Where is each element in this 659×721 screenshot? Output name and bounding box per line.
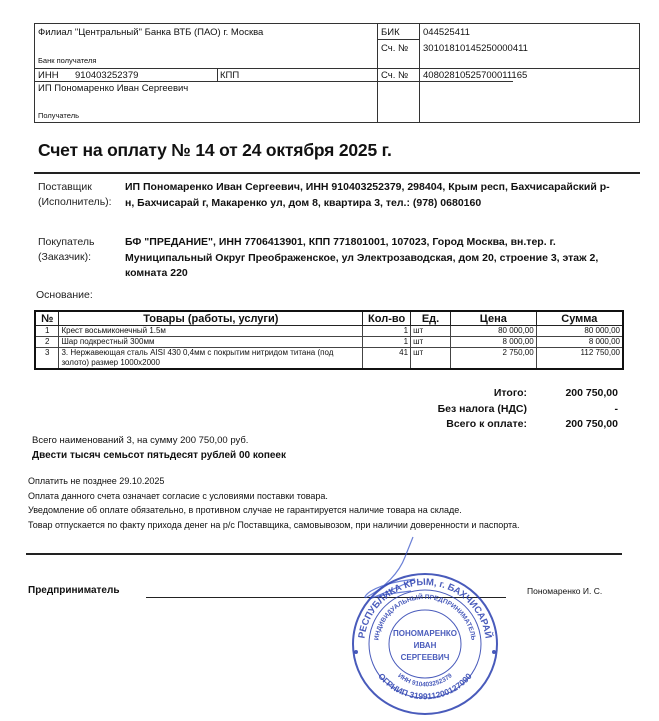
due-value: 200 750,00 bbox=[565, 418, 618, 430]
col-header-price: Цена bbox=[450, 311, 536, 326]
notes-block bbox=[28, 474, 598, 532]
stamp-center-line2: ИВАН bbox=[413, 641, 437, 650]
bank-label: Банк получателя bbox=[38, 56, 97, 65]
supplier-details: ИП Пономаренко Иван Сергеевич, ИНН 910403252379, 298404, Крым респ, Бахчисарайский р-н, Бахчисарай г, Макаренко ул, дом 8, квартира 3, тел.: (978) 0680160 bbox=[125, 181, 610, 209]
corr-account-label: Сч. № bbox=[381, 43, 409, 54]
divider bbox=[217, 68, 218, 81]
stamp-inn-text: ИНН 910403252379 bbox=[396, 672, 454, 689]
svg-text:ИНН 910403252379 bbox=[396, 672, 454, 688]
note-agreement: Оплата данного счета означает согласие с условиями поставки товара. bbox=[28, 490, 328, 501]
title-rule bbox=[34, 172, 640, 174]
note-pickup: Товар отпускается по факту прихода денег на р/с Поставщика, самовывозом, при наличии доверенности и паспорта. bbox=[28, 519, 520, 530]
row-unit: шт bbox=[411, 337, 451, 348]
row-price: 8 000,00 bbox=[450, 337, 536, 348]
row-sum: 112 750,00 bbox=[536, 348, 623, 370]
bank-details-block bbox=[34, 23, 640, 123]
row-sum: 8 000,00 bbox=[536, 337, 623, 348]
row-number: 2 bbox=[35, 337, 59, 348]
supplier-label-line2: (Исполнитель): bbox=[38, 196, 112, 208]
table-header-row bbox=[35, 311, 623, 326]
table-row bbox=[35, 337, 623, 348]
buyer-label bbox=[38, 235, 94, 265]
basis-label: Основание: bbox=[36, 289, 93, 301]
row-price: 2 750,00 bbox=[450, 348, 536, 370]
totals-labels bbox=[380, 386, 527, 433]
divider bbox=[35, 81, 513, 82]
bik-value: 044525411 bbox=[423, 27, 470, 38]
table-row bbox=[35, 326, 623, 337]
col-header-qty: Кол-во bbox=[363, 311, 411, 326]
row-sum: 80 000,00 bbox=[536, 326, 623, 337]
divider bbox=[377, 68, 639, 69]
corr-account-value: 30101810145250000411 bbox=[423, 43, 528, 54]
stamp-center-line1: ПОНОМАРЕНКО bbox=[393, 629, 457, 638]
stamp-ogrnip-text: ОГРНИП 319911200127090 bbox=[376, 671, 474, 702]
bank-name: Филиал "Центральный" Банка ВТБ (ПАО) г. Москва bbox=[38, 27, 264, 38]
row-name: Крест восьмиконечный 1.5м bbox=[59, 326, 363, 337]
page-title: Счет на оплату № 14 от 24 октября 2025 г. bbox=[38, 140, 392, 160]
vat-value: - bbox=[614, 402, 618, 415]
buyer-details: БФ "ПРЕДАНИЕ", ИНН 7706413901, КПП 771801001, 107023, Город Москва, вн.тер. г. Муниципальный Округ Преображенское, ул Электрозаводская, дом 20, строение 3, этаж 2, комната 220 bbox=[125, 236, 599, 279]
supplier-label-line1: Поставщик bbox=[38, 181, 92, 193]
summary-line: Всего наименований 3, на сумму 200 750,00 руб. bbox=[32, 435, 249, 446]
row-qty: 1 bbox=[363, 326, 411, 337]
col-header-sum: Сумма bbox=[536, 311, 623, 326]
divider bbox=[377, 39, 419, 40]
signature-name: Пономаренко И. С. bbox=[527, 586, 603, 596]
due-label: Всего к оплате: bbox=[446, 418, 527, 430]
notes-rule bbox=[26, 553, 622, 555]
vat-label: Без налога (НДС) bbox=[437, 402, 527, 415]
seal-stamp-icon bbox=[346, 568, 504, 718]
items-table bbox=[34, 310, 624, 370]
account-label: Сч. № bbox=[381, 70, 409, 81]
row-unit: шт bbox=[411, 348, 451, 370]
recipient-name: ИП Пономаренко Иван Сергеевич bbox=[38, 83, 189, 94]
note-notification: Уведомление об оплате обязательно, в противном случае не гарантируется наличие товара на складе. bbox=[28, 505, 462, 515]
signature-role: Предприниматель bbox=[28, 585, 120, 596]
stamp-center-line3: СЕРГЕЕВИЧ bbox=[400, 653, 450, 662]
inn-value: 910403252379 bbox=[75, 70, 139, 81]
col-header-number: № bbox=[35, 311, 59, 326]
row-unit: шт bbox=[411, 326, 451, 337]
totals-values bbox=[530, 386, 618, 433]
row-qty: 41 bbox=[363, 348, 411, 370]
buyer-label-line1: Покупатель bbox=[38, 236, 95, 248]
col-header-goods: Товары (работы, услуги) bbox=[59, 311, 363, 326]
row-name: Шар подкрестный 300мм bbox=[59, 337, 363, 348]
row-name: 3. Нержавеющая сталь AISI 430 0,4мм с покрытим нитридом титана (под золото) размер 1000х2000 bbox=[59, 348, 363, 370]
row-number: 1 bbox=[35, 326, 59, 337]
total-label: Итого: bbox=[493, 387, 527, 399]
table-row bbox=[35, 348, 623, 370]
row-price: 80 000,00 bbox=[450, 326, 536, 337]
divider bbox=[419, 24, 420, 122]
inn-label: ИНН bbox=[38, 70, 59, 81]
kpp-label: КПП bbox=[220, 70, 240, 81]
stamp-middle-text: ИНДИВИДУАЛЬНЫЙ ПРЕДПРИНИМАТЕЛЬ bbox=[373, 593, 477, 641]
amount-in-words: Двести тысяч семьсот пятьдесят рублей 00 копеек bbox=[32, 450, 286, 461]
recipient-label: Получатель bbox=[38, 111, 79, 120]
total-value: 200 750,00 bbox=[565, 387, 618, 399]
stamp-outer-text: РЕСПУБЛИКА КРЫМ, г. БАХЧИСАРАЙ bbox=[356, 576, 494, 640]
col-header-unit: Ед. bbox=[411, 311, 451, 326]
note-due-date: Оплатить не позднее 29.10.2025 bbox=[28, 476, 165, 486]
row-qty: 1 bbox=[363, 337, 411, 348]
supplier-label bbox=[38, 180, 112, 210]
account-value: 40802810525700011165 bbox=[423, 70, 528, 81]
row-number: 3 bbox=[35, 348, 59, 370]
buyer-label-line2: (Заказчик): bbox=[38, 251, 92, 263]
bik-label: БИК bbox=[381, 27, 400, 38]
